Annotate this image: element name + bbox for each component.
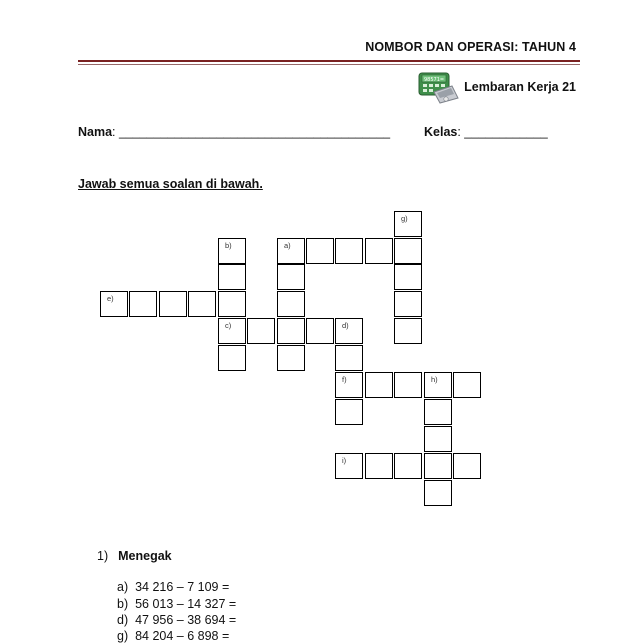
- question-label: g): [117, 629, 129, 643]
- crossword-cell[interactable]: [365, 453, 393, 479]
- header-rule-light: [78, 64, 580, 65]
- question-a: [117, 580, 229, 594]
- calculator-icon: [416, 68, 460, 104]
- crossword-cell[interactable]: [277, 291, 305, 317]
- crossword-cell[interactable]: [453, 453, 481, 479]
- crossword-cell[interactable]: [424, 426, 452, 452]
- crossword-cell[interactable]: [218, 291, 246, 317]
- crossword-cell[interactable]: [218, 318, 246, 344]
- question-label: a): [117, 580, 129, 594]
- crossword-cell[interactable]: [335, 453, 363, 479]
- crossword-cell[interactable]: [100, 291, 128, 317]
- crossword-cell[interactable]: [394, 318, 422, 344]
- crossword-cell[interactable]: [394, 453, 422, 479]
- question-text: 47 956 – 38 694 =: [135, 613, 237, 627]
- section-title: Menegak: [118, 549, 172, 563]
- crossword-cell[interactable]: [424, 480, 452, 506]
- header-rule-dark: [78, 60, 580, 62]
- clue-label-f: f): [342, 375, 347, 384]
- clue-label-c: c): [225, 321, 232, 330]
- clue-label-b: b): [225, 241, 232, 250]
- clue-label-d: d): [342, 321, 349, 330]
- crossword-cell[interactable]: [188, 291, 216, 317]
- crossword-cell[interactable]: [159, 291, 187, 317]
- class-field[interactable]: [424, 125, 548, 139]
- crossword-cell[interactable]: [365, 372, 393, 398]
- crossword-cell[interactable]: [277, 264, 305, 290]
- crossword-cell[interactable]: [277, 318, 305, 344]
- clue-label-g: g): [401, 214, 408, 223]
- class-blank[interactable]: : ____________: [457, 125, 548, 139]
- crossword-cell[interactable]: [424, 372, 452, 398]
- crossword-cell[interactable]: [247, 318, 275, 344]
- crossword-cell[interactable]: [335, 372, 363, 398]
- crossword-cell[interactable]: [394, 372, 422, 398]
- crossword-cell[interactable]: [218, 345, 246, 371]
- header-title: NOMBOR DAN OPERASI: TAHUN 4: [365, 40, 576, 54]
- crossword-cell[interactable]: [365, 238, 393, 264]
- crossword-cell[interactable]: [306, 238, 334, 264]
- question-text: 34 216 – 7 109 =: [135, 580, 230, 594]
- crossword-cell[interactable]: [394, 238, 422, 264]
- clue-label-i: i): [342, 456, 347, 465]
- clue-label-a: a): [284, 241, 291, 250]
- crossword-cell[interactable]: [218, 264, 246, 290]
- crossword-cell[interactable]: [424, 399, 452, 425]
- name-field[interactable]: [78, 125, 390, 139]
- question-text: 56 013 – 14 327 =: [135, 597, 237, 611]
- crossword-cell[interactable]: [306, 318, 334, 344]
- crossword-cell[interactable]: [218, 238, 246, 264]
- crossword-cell[interactable]: [394, 211, 422, 237]
- crossword-cell[interactable]: [394, 291, 422, 317]
- crossword-cell[interactable]: [129, 291, 157, 317]
- question-label: b): [117, 597, 129, 611]
- crossword-cell[interactable]: [335, 345, 363, 371]
- question-d: [117, 613, 236, 627]
- class-label: Kelas: [424, 125, 458, 139]
- crossword-cell[interactable]: [453, 372, 481, 398]
- name-blank[interactable]: : _______________________________________: [112, 125, 391, 139]
- section-heading: [97, 549, 172, 563]
- svg-text:98571=: 98571=: [424, 77, 445, 83]
- question-label: d): [117, 613, 129, 627]
- question-b: [117, 597, 236, 611]
- clue-label-h: h): [431, 375, 438, 384]
- clue-label-e: e): [107, 294, 114, 303]
- question-g: [117, 629, 229, 643]
- instruction: Jawab semua soalan di bawah.: [78, 177, 263, 191]
- crossword-cell[interactable]: [424, 453, 452, 479]
- crossword-cell[interactable]: [335, 318, 363, 344]
- worksheet-number: Lembaran Kerja 21: [464, 80, 576, 94]
- name-label: Nama: [78, 125, 113, 139]
- crossword-cell[interactable]: [277, 238, 305, 264]
- section-number: 1): [97, 549, 109, 563]
- crossword-cell[interactable]: [394, 264, 422, 290]
- question-text: 84 204 – 6 898 =: [135, 629, 230, 643]
- crossword-cell[interactable]: [335, 238, 363, 264]
- crossword-cell[interactable]: [335, 399, 363, 425]
- crossword-cell[interactable]: [277, 345, 305, 371]
